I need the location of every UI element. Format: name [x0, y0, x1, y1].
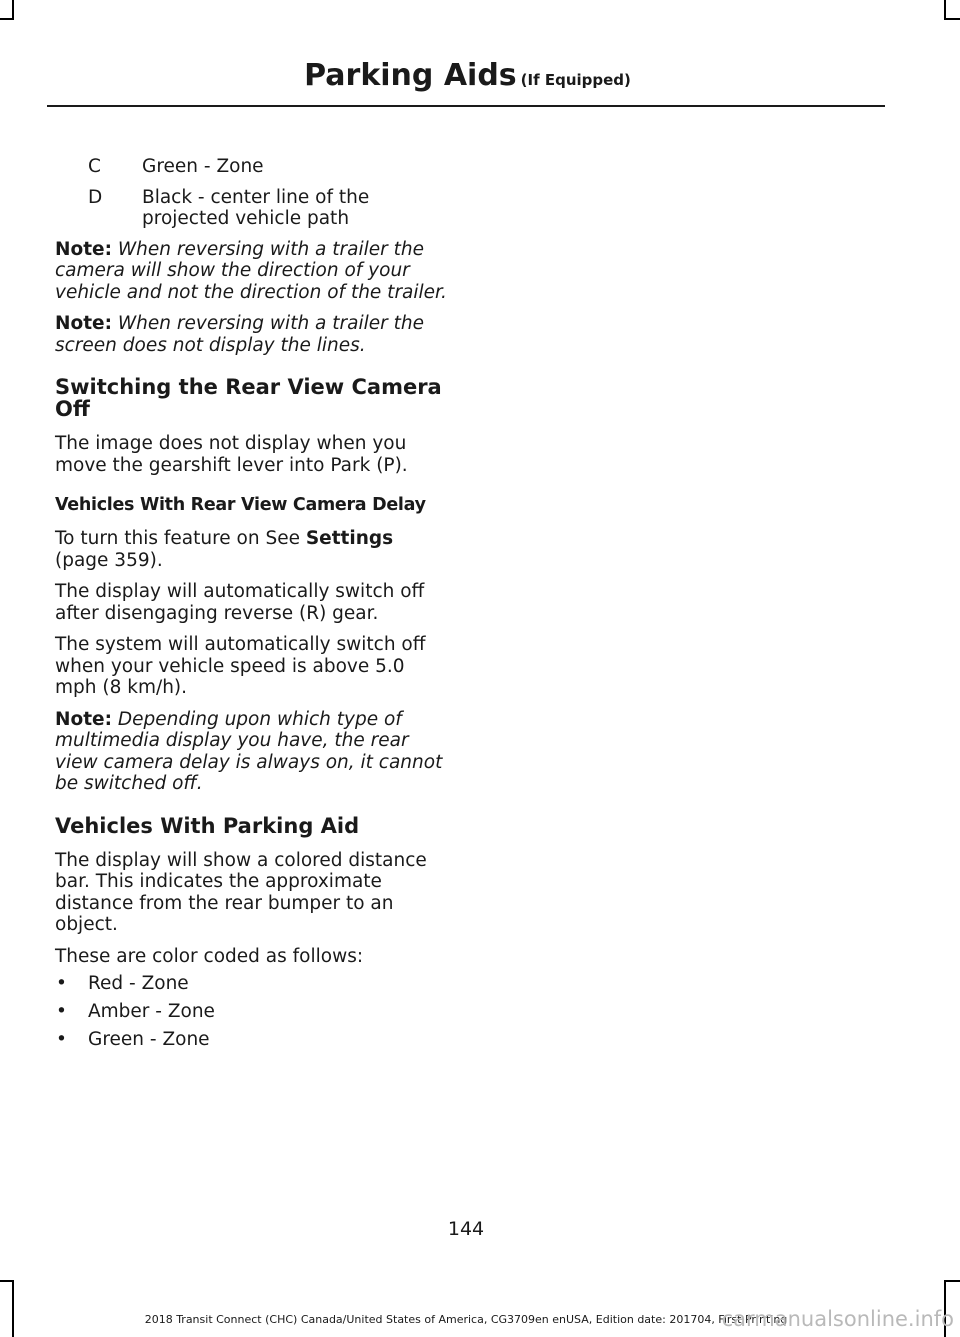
bullet-icon: •: [56, 1001, 67, 1022]
note-trailer-lines: [55, 313, 450, 356]
bullet-icon: •: [56, 973, 67, 994]
definition-row: [55, 156, 450, 178]
definition-value: Black - center line of the projected vehicle path: [142, 186, 370, 229]
heading-parking-aid: Vehicles With Parking Aid: [55, 813, 360, 838]
list-item-text: Amber - Zone: [88, 1001, 215, 1022]
list-item: [55, 973, 450, 995]
paragraph-park-display: The image does not display when you move the gearshift lever into Park (P).: [55, 433, 408, 476]
note-multimedia-display: [55, 709, 450, 795]
settings-link[interactable]: Settings: [305, 528, 394, 549]
note-label: Note:: [55, 313, 112, 334]
crop-mark-bottom-left-horizontal: [0, 1280, 14, 1282]
page-number: 144: [447, 1218, 485, 1240]
page-title: [0, 58, 935, 93]
color-zone-list: [55, 973, 450, 1051]
paragraph-settings-reference: [55, 528, 450, 571]
definition-key: D: [88, 186, 103, 208]
crop-mark-top-right-horizontal: [944, 18, 960, 20]
note-text: When reversing with a trailer the screen does not display the lines.: [55, 313, 424, 356]
main-content: [55, 156, 450, 1057]
list-item-text: Green - Zone: [88, 1029, 210, 1050]
note-text: When reversing with a trailer the camera will show the direction of your vehicle and not the direction of the trailer.: [55, 238, 447, 303]
settings-suffix: (page 359).: [55, 549, 163, 571]
paragraph-reverse-switch-off: The display will automatically switch off after disengaging reverse (R) gear.: [55, 581, 425, 624]
list-item: [55, 1001, 450, 1023]
settings-prefix: To turn this feature on See: [55, 528, 306, 549]
paragraph-distance-bar: The display will show a colored distance bar. This indicates the approximate distance from the rear bumper to an object.: [55, 849, 427, 935]
crop-mark-top-left-horizontal: [0, 18, 14, 20]
page-title-qualifier: (If Equipped): [520, 71, 631, 89]
crop-mark-top-right-vertical: [944, 0, 946, 20]
heading-switching-camera-off: Switching the Rear View Camera Off: [55, 375, 442, 421]
header-divider: [47, 105, 885, 107]
definition-row: [55, 187, 450, 230]
crop-mark-bottom-left-vertical: [12, 1280, 14, 1337]
paragraph-speed-switch-off: The system will automatically switch off when your vehicle speed is above 5.0 mph (8 km/h).: [55, 634, 426, 698]
bullet-icon: •: [56, 1029, 67, 1050]
definition-value: Green - Zone: [142, 156, 264, 177]
definition-key: C: [88, 156, 101, 177]
note-label: Note:: [55, 238, 112, 260]
watermark: carmanualsonline.info: [721, 1307, 954, 1331]
note-trailer-direction: [55, 239, 450, 304]
heading-camera-delay: Vehicles With Rear View Camera Delay: [55, 495, 426, 515]
list-item: [55, 1029, 450, 1051]
footer-edition-info: 2018 Transit Connect (CHC) Canada/United States of America, CG3709en enUSA, Edition date: 201704, First Printing: [144, 1313, 788, 1326]
page-title-text: Parking Aids: [304, 58, 517, 93]
note-text: Depending upon which type of multimedia display you have, the rear view camera delay is always on, it cannot be switched off.: [55, 708, 443, 794]
list-item-text: Red - Zone: [88, 973, 189, 994]
note-label: Note:: [55, 708, 112, 730]
crop-mark-top-left-vertical: [12, 0, 14, 20]
crop-mark-bottom-right-horizontal: [944, 1280, 960, 1282]
paragraph-color-intro: These are color coded as follows:: [55, 945, 364, 967]
